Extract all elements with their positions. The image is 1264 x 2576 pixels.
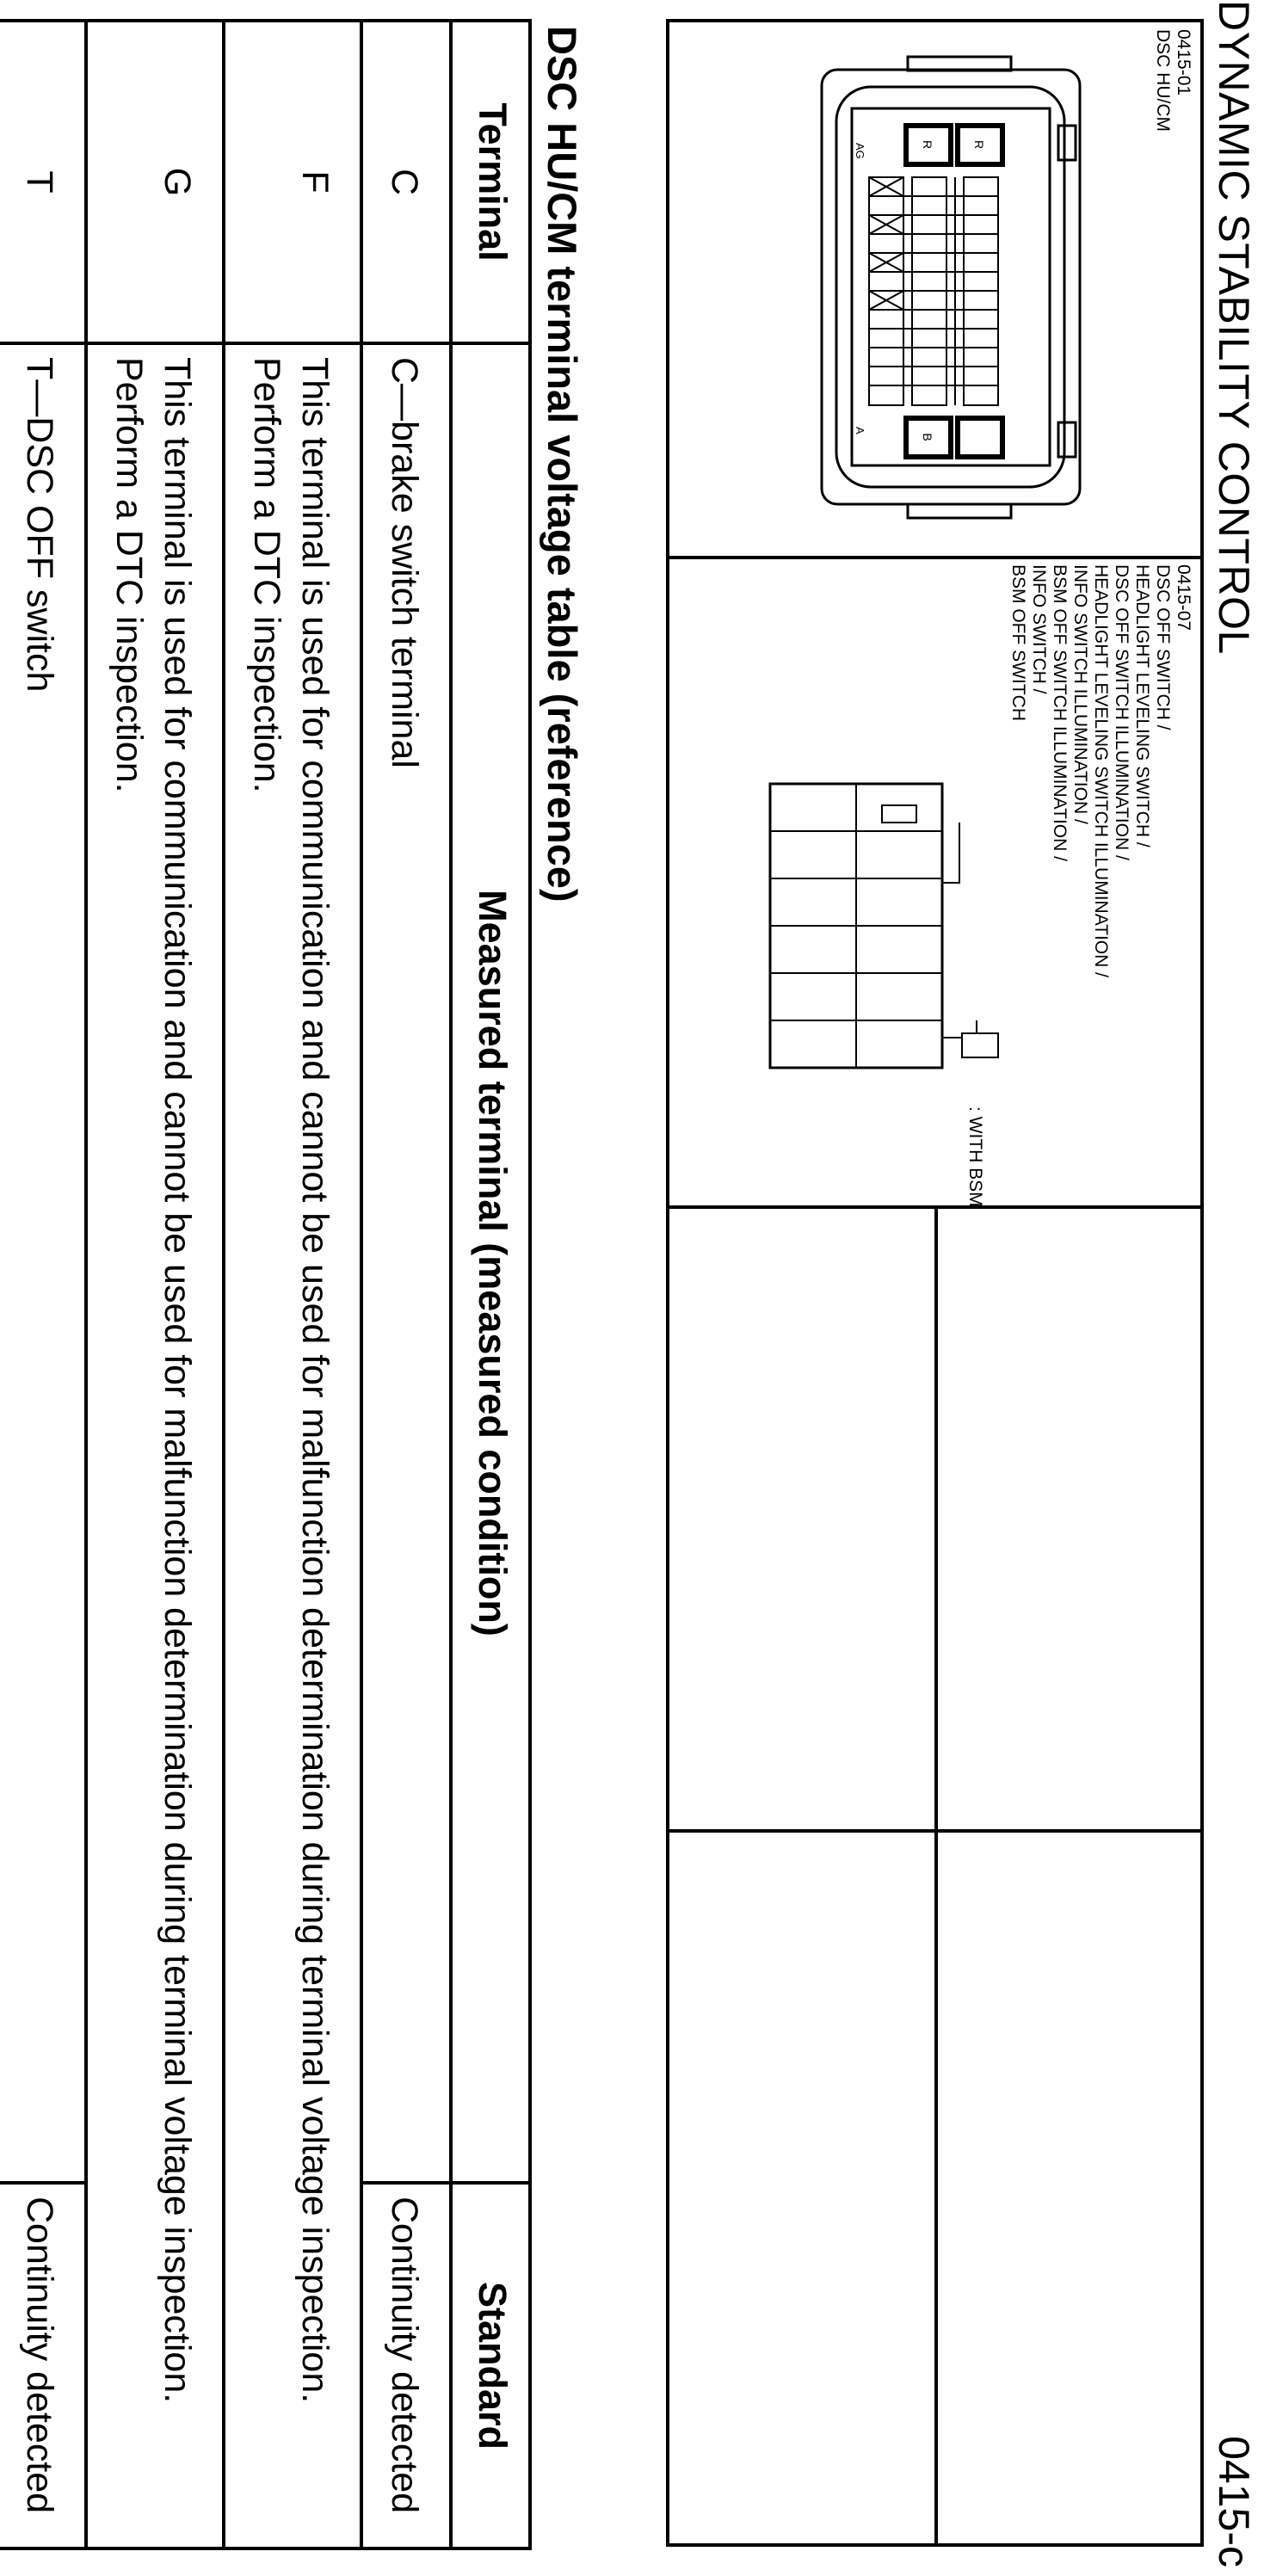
measured-cell: This terminal is used for communication and cannot be used for malfunction determination during terminal voltage inspection. Perform a DTC inspection. bbox=[224, 343, 361, 2548]
connector1-big-pin-3 bbox=[958, 418, 1002, 457]
connector2-name-2: HEADLIGHT LEVELING SWITCH / bbox=[1132, 564, 1152, 847]
measured-cell: This terminal is used for communication and cannot be used for malfunction determination during terminal voltage inspection. Perform a DTC inspection. bbox=[86, 343, 224, 2548]
table-row bbox=[86, 21, 224, 2548]
terminal-cell: C bbox=[361, 21, 451, 343]
page-title: DYNAMIC STABILITY CONTROL bbox=[1210, 0, 1258, 655]
table-header-row bbox=[451, 21, 530, 2548]
table-row bbox=[224, 21, 361, 2548]
header-terminal: Terminal bbox=[451, 21, 530, 343]
connector1-left-label: AG bbox=[854, 143, 866, 159]
terminal-voltage-table bbox=[0, 19, 593, 2550]
connector1-big-pin-1-label: R bbox=[972, 139, 986, 150]
header-measured: Measured terminal (measured condition) bbox=[451, 343, 530, 2183]
measured-cell: C—brake switch terminal bbox=[361, 343, 451, 2183]
frame-row-divider bbox=[934, 1205, 938, 2543]
connector1-name: DSC HU/CM bbox=[1153, 29, 1173, 132]
connector2-name-5: INFO SWITCH ILLUMINATION / bbox=[1070, 564, 1090, 824]
connector2-code: 0415-07 bbox=[1174, 564, 1193, 632]
connector2-pin-grid bbox=[770, 784, 977, 1068]
table-caption: DSC HU/CM terminal voltage table (reference) bbox=[530, 21, 593, 2548]
connector1-pin-grid bbox=[869, 177, 998, 405]
connector2-name-8: BSM OFF SWITCH bbox=[1008, 564, 1028, 721]
connector1-big-pin-4-label: B bbox=[921, 433, 934, 441]
connector1-diagram bbox=[667, 22, 1200, 556]
header-standard: Standard bbox=[451, 2183, 530, 2548]
connector1-code: 0415-01 bbox=[1174, 29, 1193, 96]
terminal-cell: G bbox=[86, 21, 224, 343]
connector2-name-1: DSC OFF SWITCH / bbox=[1153, 564, 1173, 730]
terminal-cell: F bbox=[224, 21, 361, 343]
table-row bbox=[0, 21, 86, 2548]
connector2-name-6: BSM OFF SWITCH ILLUMINATION / bbox=[1050, 564, 1070, 861]
connector2-name-3: DSC OFF SWITCH ILLUMINATION / bbox=[1112, 564, 1131, 860]
standard-cell: Continuity detected bbox=[361, 2183, 451, 2548]
connector2-diagram bbox=[667, 556, 1200, 1205]
connector2-name-7: INFO SWITCH / bbox=[1029, 564, 1049, 694]
connector1-latch-right bbox=[908, 504, 1011, 518]
measured-cell: T—DSC OFF switch bbox=[0, 343, 86, 2183]
connector1-big-pin-2-label: R bbox=[921, 139, 934, 150]
connector-frame bbox=[666, 19, 1204, 2547]
connector2-bsm-pin bbox=[962, 1033, 998, 1057]
connector1-key-1 bbox=[1058, 126, 1076, 160]
page-code: 0415-c bbox=[1210, 2436, 1258, 2567]
connector2-note: : WITH BSM bbox=[965, 1106, 985, 1207]
standard-cell: Continuity detected bbox=[0, 2183, 86, 2548]
table-row bbox=[361, 21, 451, 2548]
connector1-key-2 bbox=[1058, 422, 1076, 457]
connector1-right-label: A bbox=[854, 427, 866, 434]
connector2-name-4: HEADLIGHT LEVELING SWITCH ILLUMINATION / bbox=[1091, 564, 1111, 977]
terminal-cell: T bbox=[0, 21, 86, 343]
